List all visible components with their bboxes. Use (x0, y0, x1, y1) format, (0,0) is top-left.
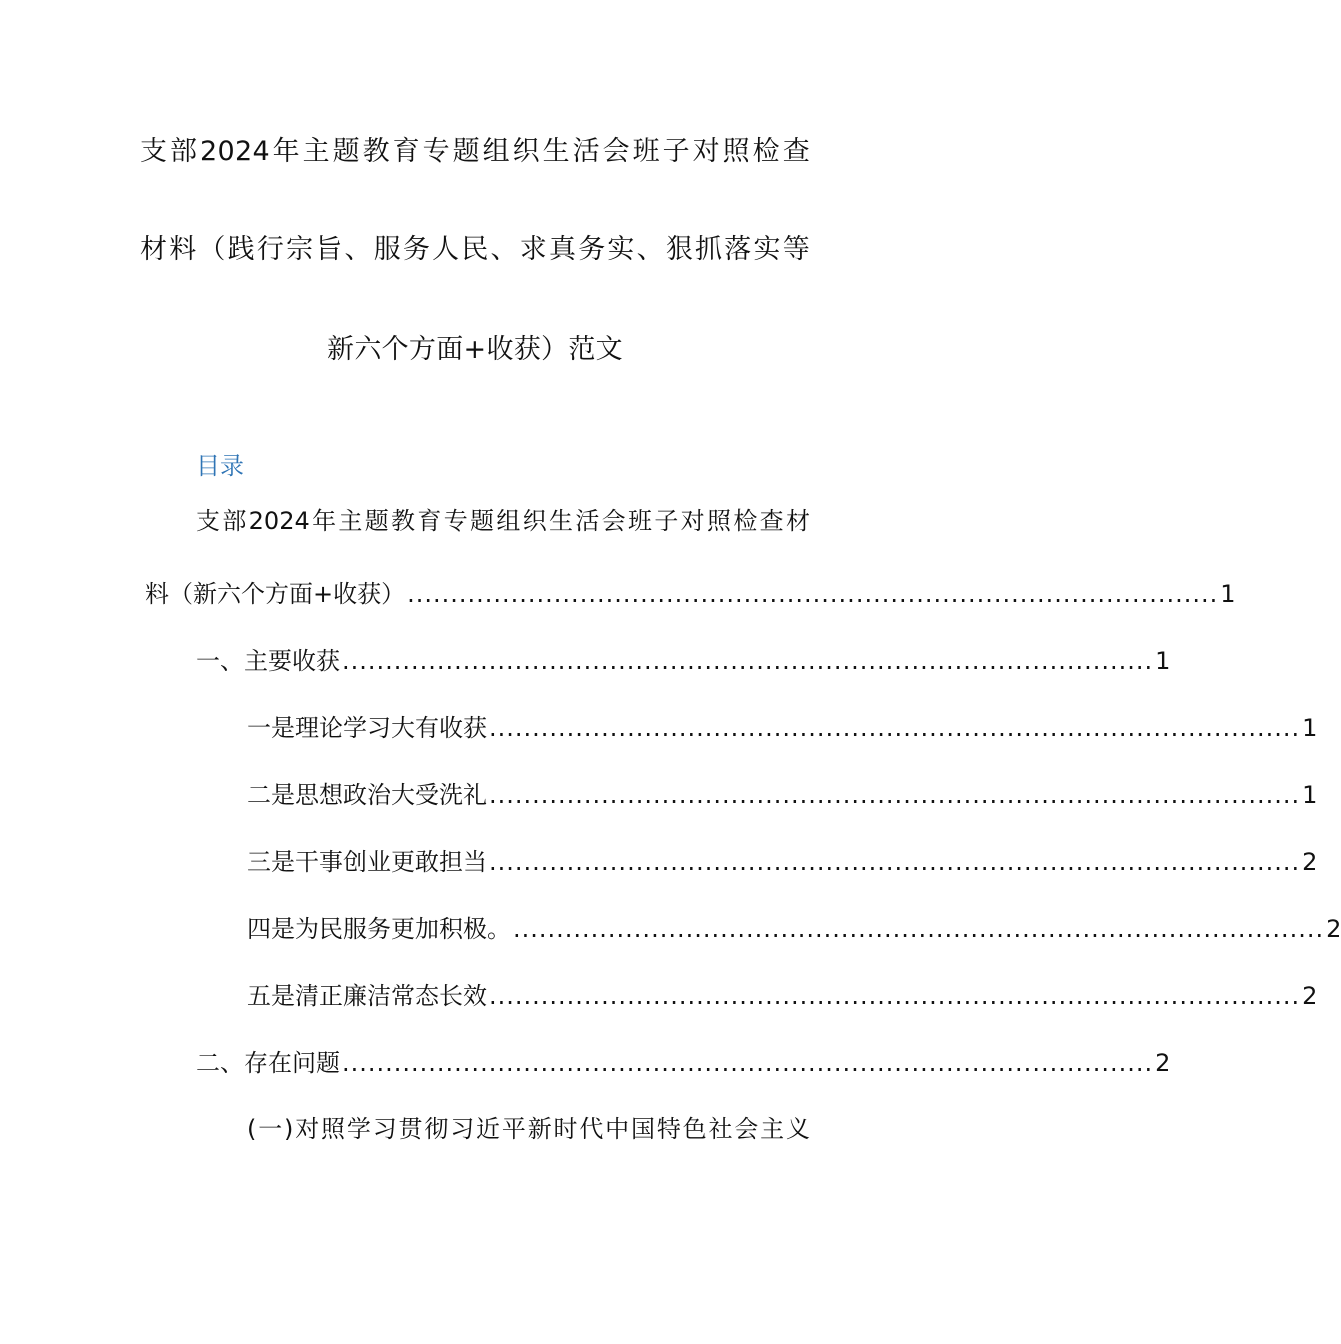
toc-leader-dots: .............................................................................................. (407, 580, 1219, 608)
toc-entry[interactable] (247, 710, 1318, 746)
toc-entry[interactable] (247, 978, 1318, 1014)
toc-entry-intro[interactable]: 支部2024年主题教育专题组织生活会班子对照检查材 (196, 507, 810, 535)
toc-leader-dots: .............................................................................................. (489, 848, 1301, 876)
toc-entry-page: 2 (1155, 1049, 1171, 1077)
toc-entry-text: 四是为民服务更加积极。 (247, 915, 511, 943)
toc-leader-dots: .............................................................................................. (513, 915, 1325, 943)
toc-entry-text: 一是理论学习大有收获 (247, 714, 487, 742)
document-title-line-3: 新六个方面+收获）范文 (327, 334, 623, 365)
toc-entry-page: 2 (1302, 848, 1318, 876)
toc-leader-dots: .............................................................................................. (489, 982, 1301, 1010)
toc-entry[interactable] (247, 844, 1318, 880)
toc-entry-text: 料（新六个方面+收获） (145, 580, 406, 608)
toc-entry-page: 1 (1302, 781, 1318, 809)
toc-entry[interactable] (247, 911, 1341, 947)
toc-leader-dots: .............................................................................................. (489, 781, 1301, 809)
toc-leader-dots: .............................................................................................. (342, 1049, 1154, 1077)
toc-entry-last[interactable]: (一)对照学习贯彻习近平新时代中国特色社会主义 (247, 1115, 810, 1143)
toc-leader-dots: .............................................................................................. (342, 647, 1154, 675)
toc-entry-text: 一、主要收获 (196, 647, 340, 675)
toc-entry-text: 二、存在问题 (196, 1049, 340, 1077)
toc-entry-text: 五是清正廉洁常态长效 (247, 982, 487, 1010)
toc-leader-dots: .............................................................................................. (489, 714, 1301, 742)
toc-entry-page: 1 (1302, 714, 1318, 742)
toc-entry[interactable] (196, 643, 1171, 679)
toc-entry[interactable] (247, 777, 1318, 813)
toc-entry-page: 1 (1220, 580, 1236, 608)
toc-entry-text: 二是思想政治大受洗礼 (247, 781, 487, 809)
document-title-line-2: 材料（践行宗旨、服务人民、求真务实、狠抓落实等 (140, 234, 810, 265)
toc-heading: 目录 (196, 452, 244, 480)
toc-entry[interactable] (196, 1045, 1171, 1081)
toc-entry-page: 2 (1326, 915, 1341, 943)
toc-entry[interactable] (145, 576, 1236, 612)
toc-entry-text: 三是干事创业更敢担当 (247, 848, 487, 876)
toc-entry-page: 2 (1302, 982, 1318, 1010)
toc-entry-page: 1 (1155, 647, 1171, 675)
document-title-line-1: 支部2024年主题教育专题组织生活会班子对照检查 (140, 136, 810, 167)
